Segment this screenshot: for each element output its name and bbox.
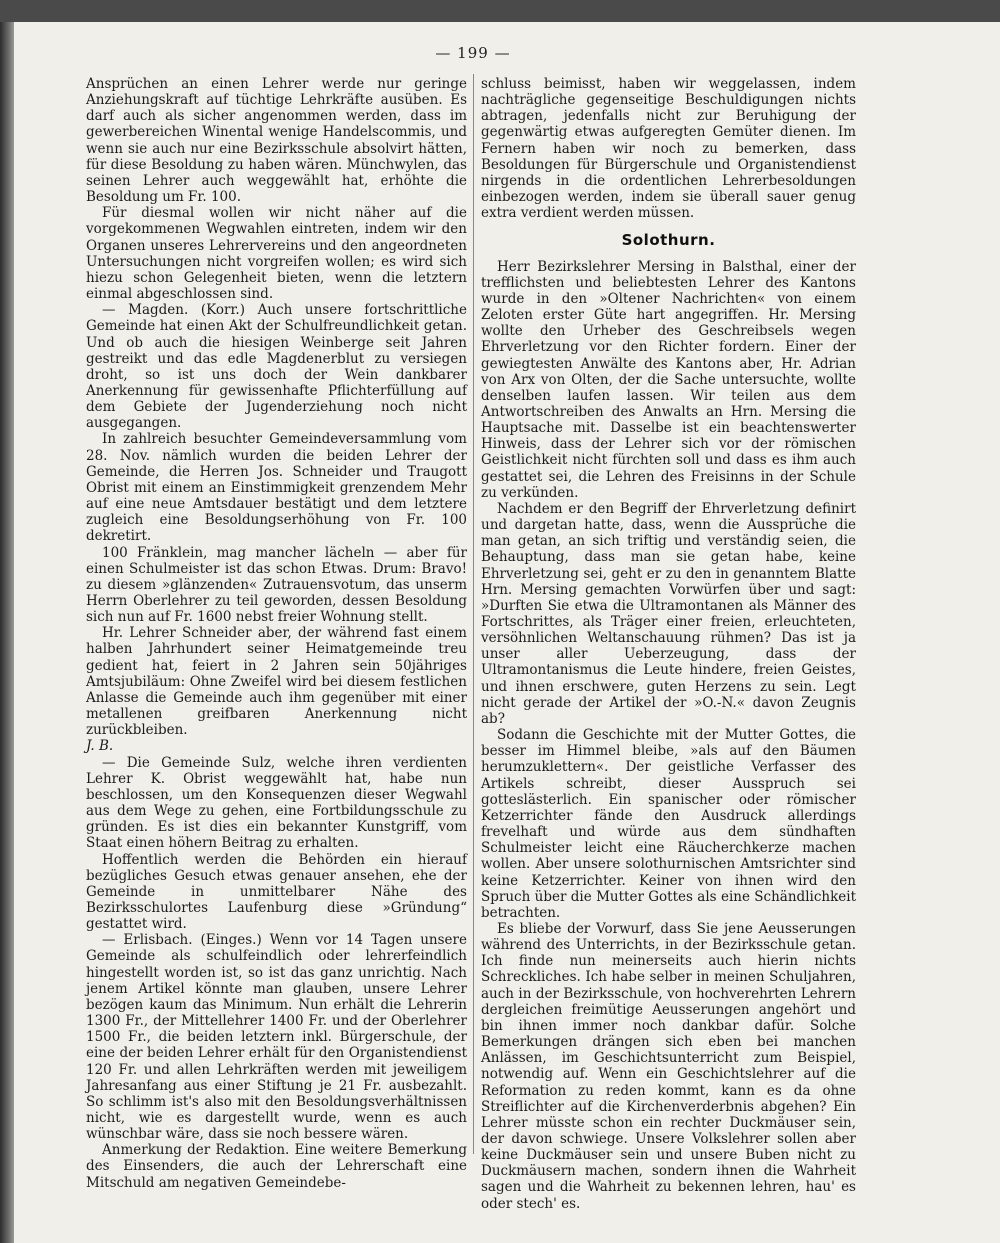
editorial-note: Anmerkung der Redaktion. Eine weitere Bemerkung des Einsenders, die auch der Lehrerschaft eine Mitschuld am negativen Gemeindebe- (86, 1142, 467, 1191)
paragraph-magden: — Magden. (Korr.) Auch unsere fortschrittliche Gemeinde hat einen Akt der Schulfreundlichkeit getan. Und ob auch die hiesigen Weinberge seit Jahren gestreikt und das edle Magdenerblut zu versiegen droht, so ist uns doch der Wein dankbarer Anerkennung für gewissenhafte Pflichterfüllung auf dem Gebiete der Jugenderziehung noch nicht ausgegangen. (86, 302, 467, 432)
paragraph-erlisbach: — Erlisbach. (Einges.) Wenn vor 14 Tagen unsere Gemeinde als schulfeindlich oder lehrerfeindlich hingestellt worden ist, so ist das ganz unrichtig. Nach jenem Artikel könnte man glauben, unsere Lehrer bezögen kaum das Minimum. Nun erhält die Lehrerin 1300 Fr., der Mittellehrer 1400 Fr. und der Oberlehrer 1500 Fr., die beiden letztern inkl. Bürgerschule, der eine der beiden Lehrer erhält für den Organistendienst 120 Fr. und allen Lehrkräften werden mit jeweiligem Jahresanfang aus einer Stiftung je 21 Fr. ausbezahlt. So schlimm ist's also mit den Besoldungsverhältnissen nicht, wie es dargestellt wurde, wenn es auch wünschbar wäre, dass sie noch bessere wären. (86, 932, 467, 1143)
paragraph: Hr. Lehrer Schneider aber, der während fast einem halben Jahrhundert seiner Heimatgemeinde treu gedient hat, feiert in 2 Jahren sein 50jähriges Amtsjubiläum: Ohne Zweifel wird bei diesem festlichen Anlasse die Gemeinde auch ihm gegenüber mit einer metallenen greifbaren Anerkennung nicht zurückbleiben. (86, 625, 467, 739)
paragraph: Für diesmal wollen wir nicht näher auf die vorgekommenen Wegwahlen eintreten, indem wir den Organen unseres Lehrervereins und den angeordneten Untersuchungen nicht vorgreifen wollen; es wird sich hiezu schon Gelegenheit bieten, wenn die letztern einmal abgeschlossen sind. (86, 205, 467, 303)
paragraph-sulz: — Die Gemeinde Sulz, welche ihren verdienten Lehrer K. Obrist weggewählt hat, habe nun beschlossen, um den Konsequenzen dieser Wegwahl aus dem Wege zu gehen, eine Fortbildungsschule zu gründen. Es ist dies ein bekannter Kunstgriff, vom Staat einen höhern Beitrag zu erhalten. (86, 754, 467, 852)
column-rule (473, 74, 474, 1154)
paragraph: In zahlreich besuchter Gemeindeversammlung vom 28. Nov. nämlich wurden die beiden Lehrer der Gemeinde, die Herren Jos. Schneider und Traugott Obrist mit einem an Einstimmigkeit grenzendem Mehr auf eine neue Amtsdauer bestätigt und dem letztere zugleich eine Besoldungserhöhung von Fr. 100 dekretirt. (86, 431, 467, 545)
section-heading-solothurn: Solothurn. (621, 231, 716, 250)
paragraph: Herr Bezirkslehrer Mersing in Balsthal, einer der trefflichsten und beliebtesten Lehrer des Kantons wurde in den »Oltener Nachrichten« von einem Zeloten erster Güte hart angegriffen. Hr. Mersing wollte den Urheber des Geschreibsels wegen Ehrverletzung vor den Richter fordern. Einer der gewiegtesten Anwälte des Kantons aber, Hr. Adrian von Arx von Olten, der die Sache untersuchte, wollte denselben laufen lassen. Wir teilen aus dem Antwortschreiben des Anwalts an Hrn. Mersing die Hauptsache mit. Dasselbe ist ein beachtenswerter Hinweis, dass der Lehrer sich vor der römischen Geistlichkeit nicht fürchten soll und dass es ihm auch gestattet sei, die Lehren des Freisinns in der Schule zu verkünden. (481, 258, 856, 501)
page-number: — 199 — (435, 44, 511, 62)
paragraph: Sodann die Geschichte mit der Mutter Gottes, die besser im Himmel bleibe, »als auf den Bäumen herumzuklettern«. Der geistliche Verfasser des Artikels schreibt, dieser Ausspruch sei gotteslästerlich. Ein spanischer oder römischer Ketzerrichter fände den Ausdruck allerdings frevelhaft und würde aus dem sündhaften Schulmeister leicht eine Räucherchkerze machen wollen. Aber unsere solothurnischen Amtsrichter sind keine Ketzerrichter. Keiner von ihnen wird den Spruch über die Mutter Gottes als eine Schändlichkeit betrachten. (481, 727, 856, 921)
paragraph: Hoffentlich werden die Behörden ein hierauf bezügliches Gesuch etwas genauer ansehen, ehe der Gemeinde in unmittelbarer Nähe des Bezirksschulortes Laufenburg diese »Gründung“ gestattet wird. (86, 851, 467, 933)
paragraph: Nachdem er den Begriff der Ehrverletzung definirt und dargetan hatte, dass, wenn die Aussprüche die man getan, an sich triftig und verständig seien, die Behauptung, dass man sie getan habe, keine Ehrverletzung sei, geht er zu den in genanntem Blatte Hrn. Mersing gemachten Vorwürfen über und sagt: »Durften Sie etwa die Ultramontanen als Männer des Fortschrittes, als Träger einer freien, erleuchteten, versöhnlichen Weltanschauung rühmen? Das ist ja unser aller Ueberzeugung, dass der Ultramontanismus die Leute hindere, freien Geistes, und ihnen erschwere, guten Herzens zu sein. Legt nicht gerade der Artikel der »O.-N.« davon Zeugnis ab? (481, 500, 856, 727)
paragraph: Ansprüchen an einen Lehrer werde nur geringe Anziehungskraft auf tüchtige Lehrkräfte ausüben. Es darf auch als sicher angenommen werden, dass im gewerbereichen Winental wenige Handelscommis, und wenn sie auch nur eine Bezirksschule absolvirt hätten, für diese Besoldung zu haben wären. Münchwylen, das seinen Lehrer auch weggewählt hat, erhöhte die Besoldung um Fr. 100. (86, 76, 467, 206)
paragraph: schluss beimisst, haben wir weggelassen, indem nachträgliche gegenseitige Beschuldigungen nichts abtragen, jedenfalls nicht zur Beruhigung der gegenwärtig etwas aufgeregten Gemüter dienen. Im Fernern haben wir noch zu bemerken, dass Besoldungen für Bürgerschule und Organistendienst nirgends in die ordentlichen Lehrerbesoldungen einbezogen werden, indem sie überall sauer genug extra verdient werden müssen. (481, 76, 856, 222)
paragraph: 100 Fränklein, mag mancher lächeln — aber für einen Schulmeister ist das schon Etwas. Drum: Bravo! zu diesem »glänzenden« Zutrauensvotum, das unserm Herrn Oberlehrer zu teil geworden, dessen Besoldung sich nun auf Fr. 1600 nebst freier Wohnung stellt. (86, 544, 467, 626)
right-column (481, 76, 856, 1212)
paragraph: Es bliebe der Vorwurf, dass Sie jene Aeusserungen während des Unterrichts, in der Bezirksschule getan. Ich finde nun meinerseits auch hierin nichts Schreckliches. Ich habe selber in meinen Schuljahren, auch in der Bezirksschule, von hochverehrten Lehrern dergleichen freimütige Aeusserungen angehört und bin ihnen immer noch dankbar dafür. Solche Bemerkungen drängen sich eben bei manchen Anlässen, im Geschichtsunterricht zum Beispiel, notwendig auf. Wenn ein Geschichtslehrer auf die Reformation zu reden kommt, kann es da ohne Streiflichter auf die Kirchenverderbnis abgehen? Ein Lehrer müsste schon ein rechter Duckmäuser sein, der davon schwiege. Unsere Volkslehrer sollen aber keine Duckmäuser sein und unsere Buben nicht zu Duckmäusern machen, sondern ihnen die Wahrheit sagen und die Wahrheit zu bekennen lehren, hau' es oder stech' es. (481, 920, 856, 1212)
left-column (86, 76, 467, 1191)
signature: J. B. (86, 738, 114, 755)
